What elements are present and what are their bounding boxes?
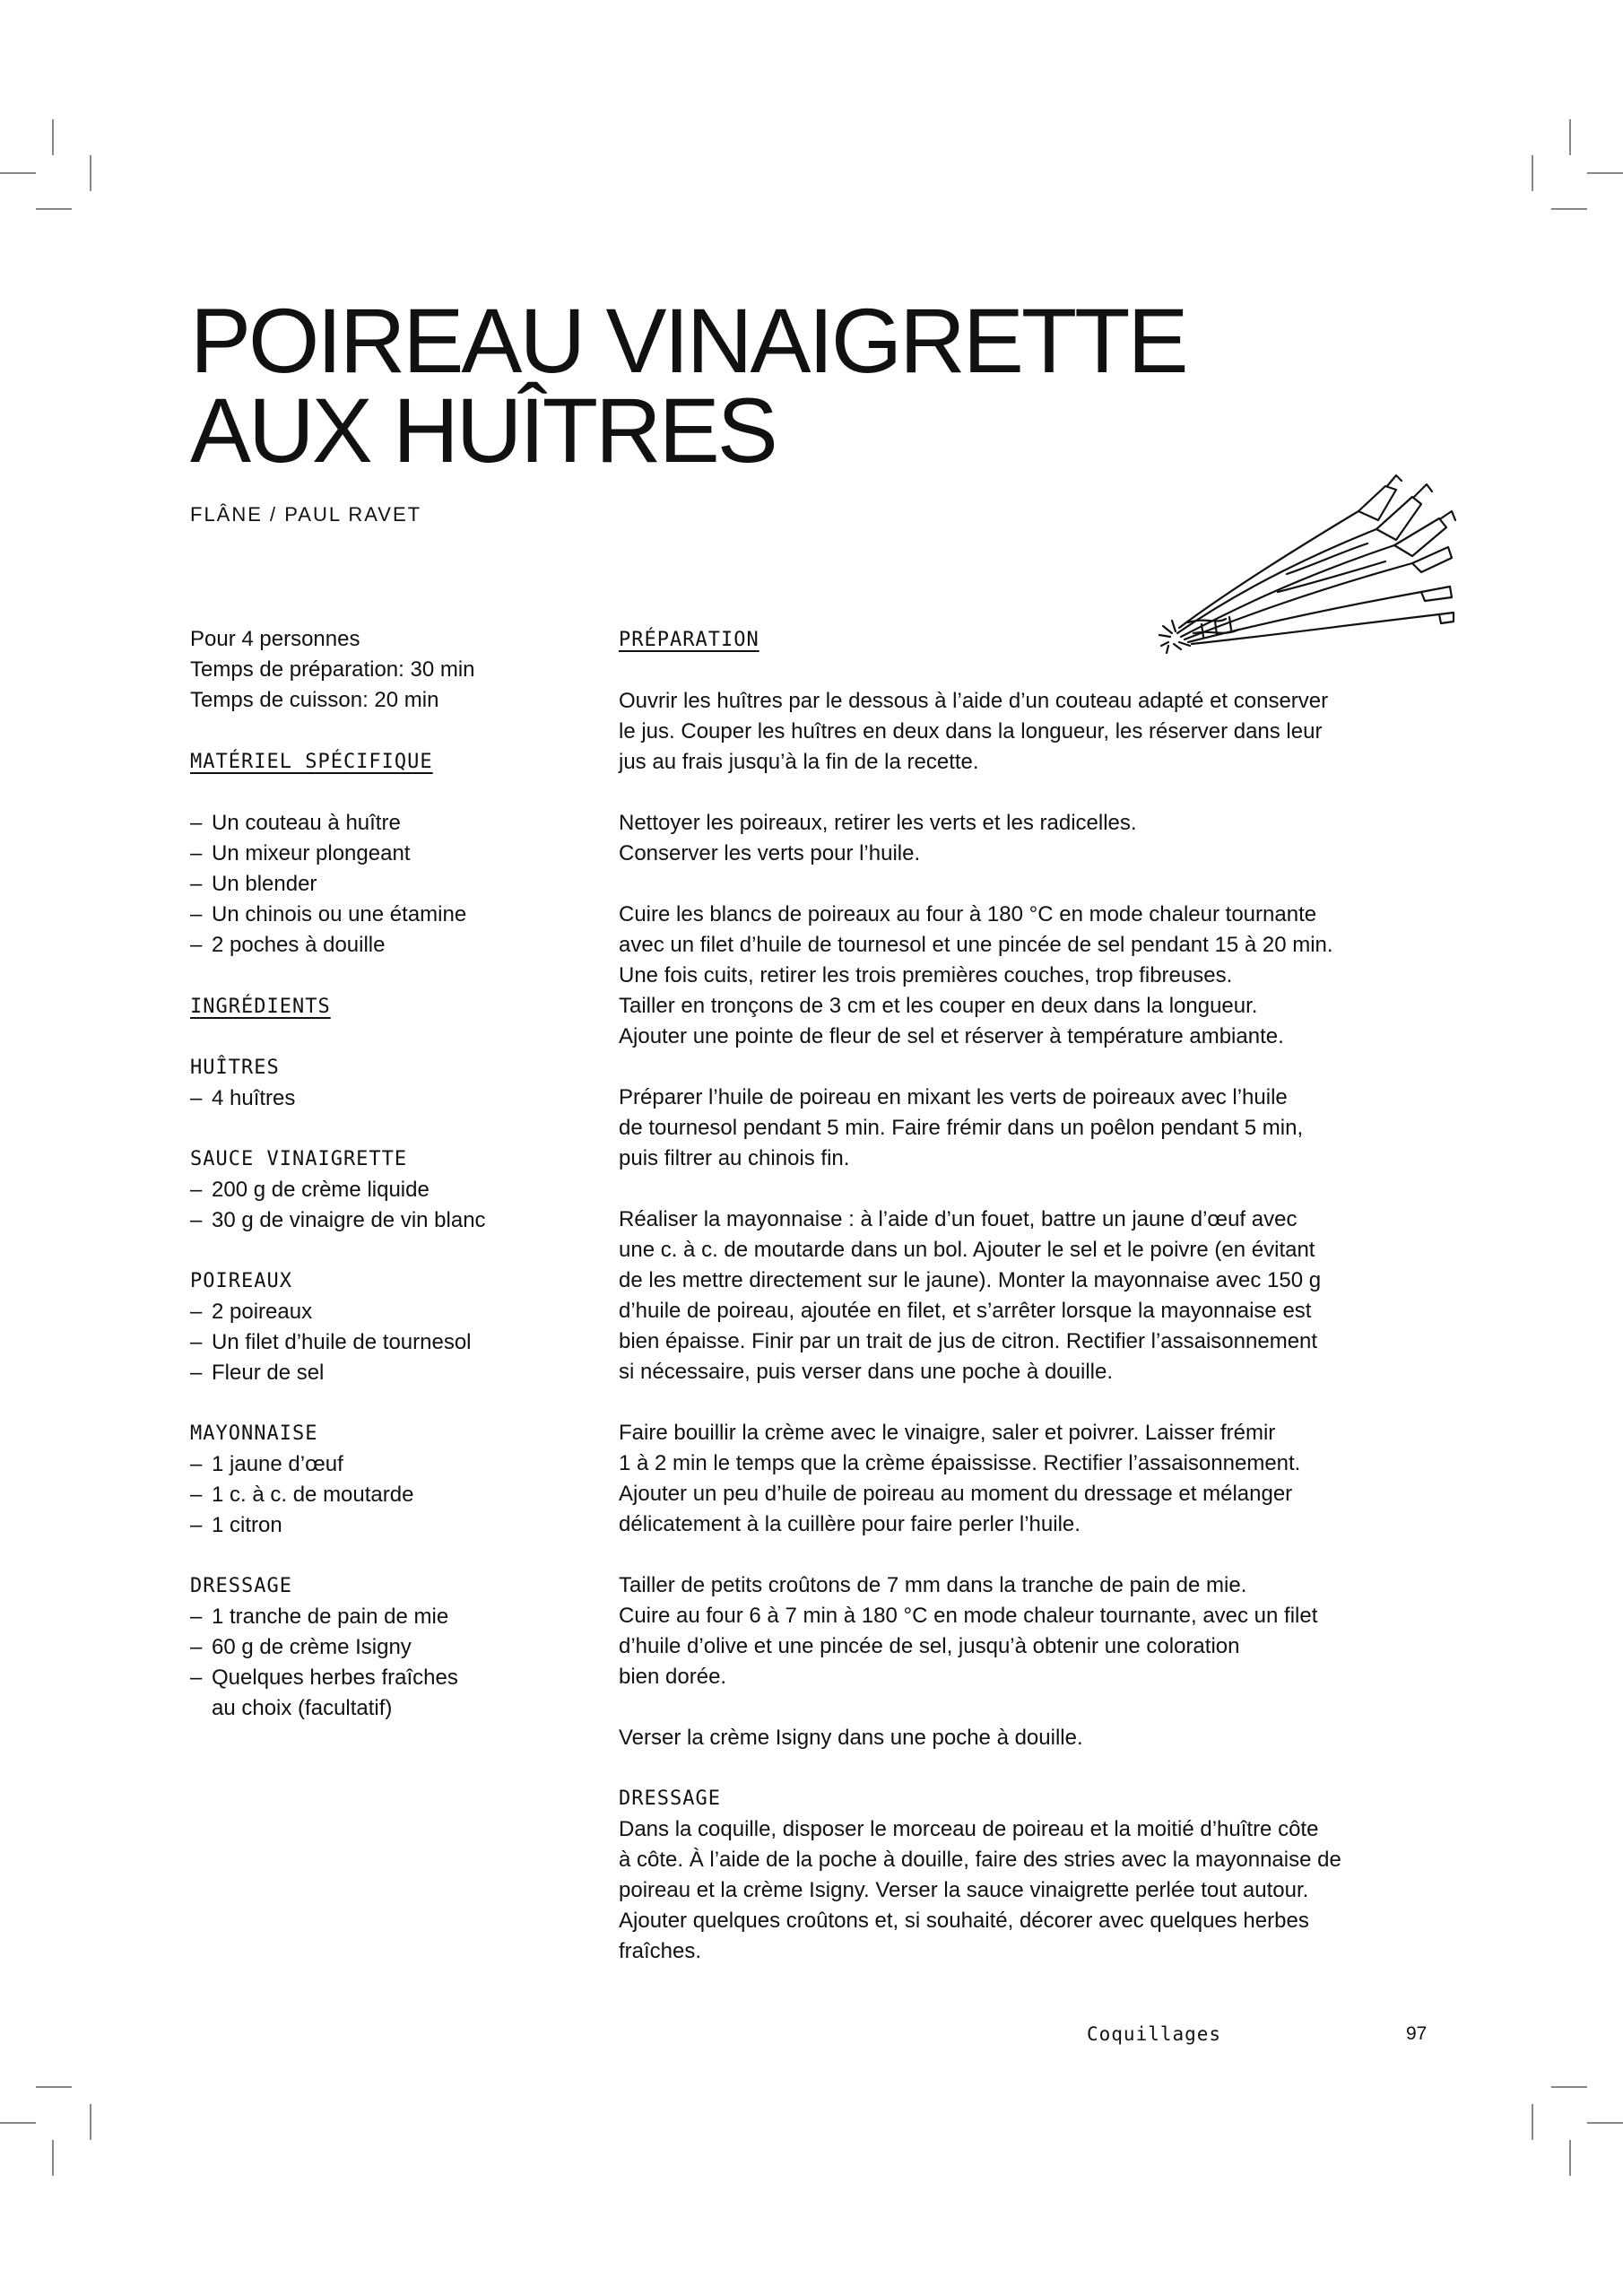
- crop-mark: [90, 2104, 91, 2140]
- ingredient-item: – 2 poireaux: [190, 1297, 585, 1327]
- equipment-item: – Un mixeur plongeant: [190, 839, 585, 869]
- preparation-line: puis filtrer au chinois fin.: [619, 1146, 850, 1170]
- ingredient-item: au choix (facultatif): [212, 1696, 393, 1720]
- preparation-heading: PRÉPARATION: [619, 629, 759, 651]
- ingredient-item: – 200 g de crème liquide: [190, 1175, 585, 1205]
- preparation-line: bien épaisse. Finir par un trait de jus de citron. Rectifier l’assaisonnement: [619, 1329, 1318, 1353]
- servings: Pour 4 personnes: [190, 627, 360, 651]
- dressage-line: poireau et la crème Isigny. Verser la sauce vinaigrette perlée tout autour.: [619, 1878, 1309, 1902]
- preparation-line: 1 à 2 min le temps que la crème épaississe. Rectifier l’assaisonnement.: [619, 1451, 1301, 1475]
- ingredient-group-heading: MAYONNAISE: [190, 1422, 318, 1445]
- preparation-line: Cuire au four 6 à 7 min à 180 °C en mode chaleur tournante, avec un filet: [619, 1604, 1318, 1628]
- preparation-line: de tournesol pendant 5 min. Faire frémir dans un poêlon pendant 5 min,: [619, 1116, 1304, 1140]
- ingredient-group-heading: POIREAUX: [190, 1270, 292, 1292]
- preparation-line: Tailler en tronçons de 3 cm et les couper en deux dans la longueur.: [619, 994, 1258, 1018]
- ingredient-item: – Un filet d’huile de tournesol: [190, 1327, 585, 1358]
- preparation-line: d’huile d’olive et une pincée de sel, jusqu’à obtenir une coloration: [619, 1634, 1240, 1658]
- preparation-line: de les mettre directement sur le jaune). Monter la mayonnaise avec 150 g: [619, 1268, 1322, 1292]
- crop-mark: [1587, 172, 1623, 174]
- preparation-line: Conserver les verts pour l’huile.: [619, 841, 921, 865]
- crop-mark: [1551, 208, 1587, 210]
- dressage-line: Ajouter quelques croûtons et, si souhaité, décorer avec quelques herbes: [619, 1909, 1309, 1933]
- crop-mark: [1551, 2086, 1587, 2088]
- crop-mark: [52, 119, 54, 155]
- crop-mark: [90, 155, 91, 191]
- recipe-title: [190, 290, 1266, 482]
- crop-mark: [1532, 2104, 1533, 2140]
- crop-mark: [52, 2140, 54, 2176]
- equipment-item: – 2 poches à douille: [190, 930, 585, 961]
- preparation-line: d’huile de poireau, ajoutée en filet, et s’arrêter lorsque la mayonnaise est: [619, 1299, 1312, 1323]
- crop-mark: [0, 172, 36, 174]
- ingredient-group-heading: SAUCE VINAIGRETTE: [190, 1148, 408, 1170]
- dressage-line: Dans la coquille, disposer le morceau de poireau et la moitié d’huître côte: [619, 1817, 1319, 1841]
- preparation-line: le jus. Couper les huîtres en deux dans la longueur, les réserver dans leur: [619, 719, 1323, 744]
- preparation-line: Cuire les blancs de poireaux au four à 180 °C en mode chaleur tournante: [619, 902, 1317, 926]
- preparation-line: délicatement à la cuillère pour faire perler l’huile.: [619, 1512, 1081, 1536]
- equipment-item: – Un blender: [190, 869, 585, 900]
- recipe-info-column: [190, 624, 585, 1724]
- equipment-item: – Un couteau à huître: [190, 808, 585, 839]
- ingredient-item: – 30 g de vinaigre de vin blanc: [190, 1205, 585, 1236]
- equipment-item: – Un chinois ou une étamine: [190, 900, 585, 930]
- recipe-title-line1: POIREAU VINAIGRETTE: [190, 290, 1186, 392]
- ingredient-item: – 1 tranche de pain de mie: [190, 1602, 585, 1632]
- prep-time: Temps de préparation: 30 min: [190, 657, 475, 682]
- preparation-line: Ouvrir les huîtres par le dessous à l’aide d’un couteau adapté et conserver: [619, 689, 1329, 713]
- preparation-line: une c. à c. de moutarde dans un bol. Ajouter le sel et le poivre (en évitant: [619, 1238, 1315, 1262]
- preparation-line: Tailler de petits croûtons de 7 mm dans la tranche de pain de mie.: [619, 1573, 1247, 1597]
- dressage-line: à côte. À l’aide de la poche à douille, faire des stries avec la mayonnaise de: [619, 1848, 1341, 1872]
- preparation-line: bien dorée.: [619, 1665, 727, 1689]
- equipment-heading: MATÉRIEL SPÉCIFIQUE: [190, 751, 433, 773]
- dressage-heading: DRESSAGE: [619, 1787, 721, 1810]
- page-number: 97: [1406, 2023, 1428, 2044]
- preparation-line: Réaliser la mayonnaise : à l’aide d’un fouet, battre un jaune d’œuf avec: [619, 1207, 1298, 1231]
- ingredient-item: – 60 g de crème Isigny: [190, 1632, 585, 1663]
- ingredient-item: – 1 jaune d’œuf: [190, 1449, 585, 1480]
- recipe-author: FLÂNE / PAUL RAVET: [190, 503, 422, 526]
- preparation-line: Verser la crème Isigny dans une poche à douille.: [619, 1726, 1083, 1750]
- ingredient-group-heading: HUÎTRES: [190, 1057, 280, 1079]
- ingredient-item: – 1 c. à c. de moutarde: [190, 1480, 585, 1510]
- ingredients-heading: INGRÉDIENTS: [190, 996, 331, 1018]
- preparation-line: Ajouter une pointe de fleur de sel et réserver à température ambiante.: [619, 1024, 1284, 1048]
- crop-mark: [1569, 119, 1571, 155]
- preparation-column: [619, 624, 1444, 1967]
- crop-mark: [36, 2086, 72, 2088]
- ingredient-item: – 4 huîtres: [190, 1083, 585, 1114]
- crop-mark: [0, 2122, 36, 2124]
- cook-time: Temps de cuisson: 20 min: [190, 688, 439, 712]
- crop-mark: [1587, 2122, 1623, 2124]
- crop-mark: [1532, 155, 1533, 191]
- footer-section-name: Coquillages: [1087, 2023, 1222, 2045]
- crop-mark: [1569, 2140, 1571, 2176]
- preparation-line: Nettoyer les poireaux, retirer les verts et les radicelles.: [619, 811, 1137, 835]
- ingredient-item: – 1 citron: [190, 1510, 585, 1541]
- ingredient-item: – Fleur de sel: [190, 1358, 585, 1388]
- preparation-line: Préparer l’huile de poireau en mixant les verts de poireaux avec l’huile: [619, 1085, 1288, 1109]
- preparation-line: si nécessaire, puis verser dans une poche à douille.: [619, 1360, 1113, 1384]
- crop-mark: [36, 208, 72, 210]
- preparation-line: Ajouter un peu d’huile de poireau au moment du dressage et mélanger: [619, 1482, 1293, 1506]
- preparation-line: avec un filet d’huile de tournesol et une pincée de sel pendant 15 à 20 min.: [619, 933, 1333, 957]
- ingredient-group-heading: DRESSAGE: [190, 1575, 292, 1597]
- preparation-line: Une fois cuits, retirer les trois premières couches, trop fibreuses.: [619, 963, 1233, 987]
- recipe-title-line2: AUX HUÎTRES: [190, 379, 776, 482]
- dressage-line: fraîches.: [619, 1939, 702, 1963]
- ingredient-item: – Quelques herbes fraîches: [190, 1663, 585, 1693]
- preparation-line: Faire bouillir la crème avec le vinaigre, saler et poivrer. Laisser frémir: [619, 1421, 1276, 1445]
- preparation-line: jus au frais jusqu’à la fin de la recette.: [619, 750, 979, 774]
